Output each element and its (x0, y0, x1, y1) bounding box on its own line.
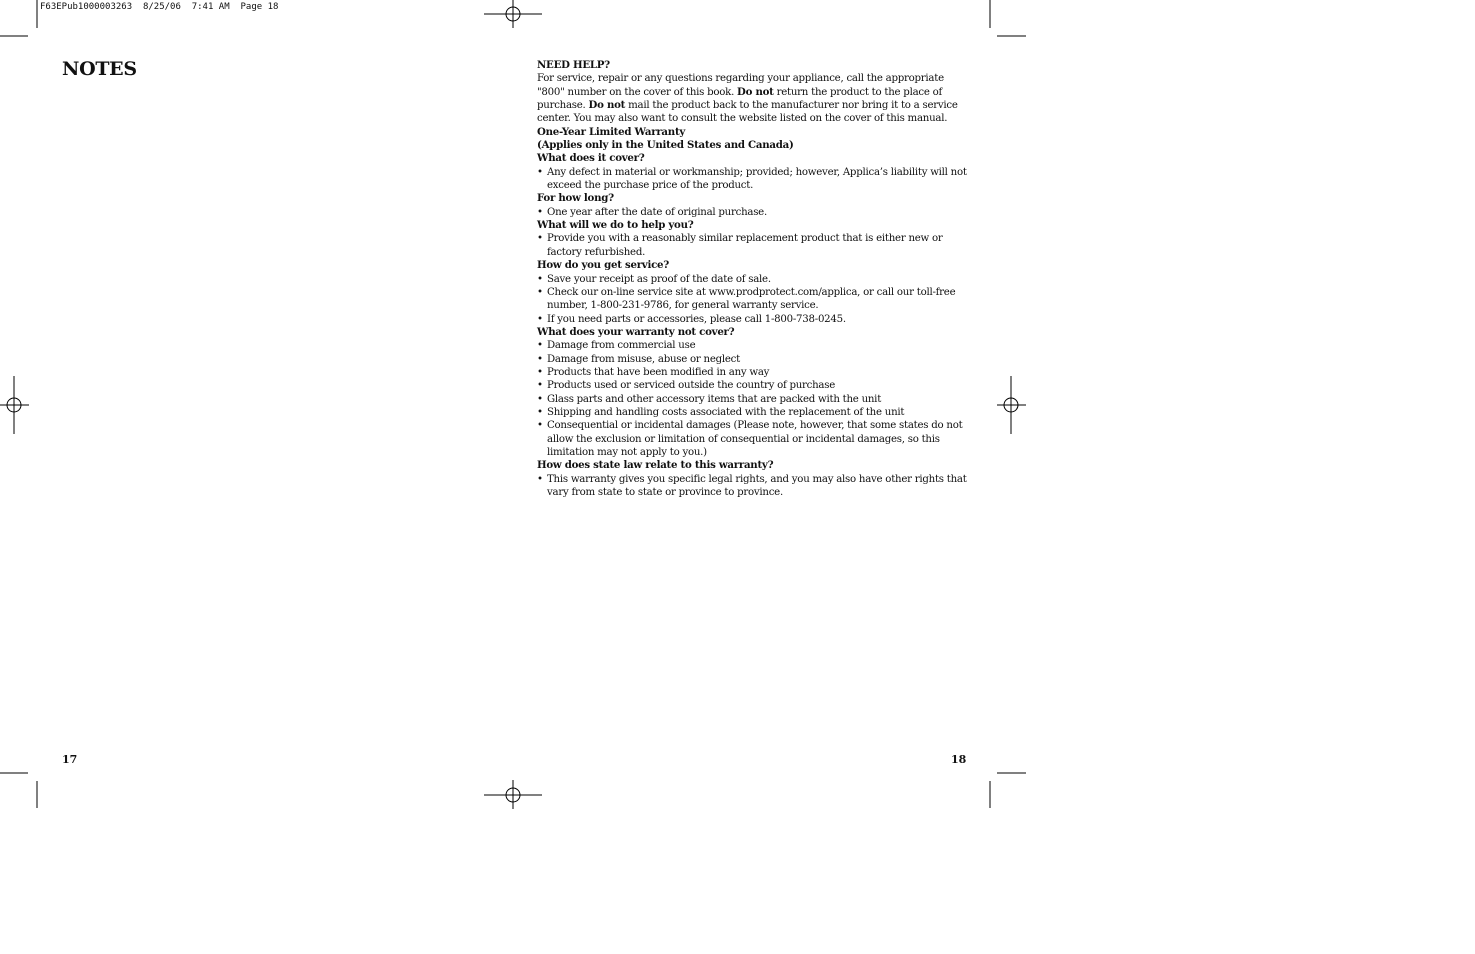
list-item: • Provide you with a reasonably similar replacement product that is either new or factory refurbished. (537, 233, 943, 258)
section-heading: How do you get service? (537, 259, 670, 272)
list-item: • One year after the date of original purchase. (537, 206, 767, 218)
page-number-left: 17 (62, 753, 78, 766)
section-heading: What will we do to help you? (537, 219, 694, 232)
need-help-paragraph (537, 72, 969, 125)
section-heading: What does your warranty not cover? (537, 325, 735, 338)
registration-mark-top (484, 0, 542, 28)
warranty-title: One-Year Limited Warranty (537, 125, 686, 138)
section-state-law (537, 459, 969, 499)
notes-title: NOTES (62, 58, 137, 80)
section-not-cover (537, 326, 969, 459)
list-item: • This warranty gives you specific legal rights, and you may also have other rights that vary from state to state or province to province. (537, 473, 967, 498)
need-help-bold-2: Do not (588, 99, 626, 112)
list-item: • Check our on-line service site at www.prodprotect.com/applica, or call our toll-free number, 1-800-231-9786, for general warranty service. (537, 286, 956, 312)
page-number-right: 18 (951, 753, 967, 766)
section-heading: What does it cover? (537, 152, 645, 165)
list-item: • Any defect in material or workmanship; provided; however, Applica’s liability will not exceed the purchase price of the product. (537, 166, 967, 192)
list-item: • Damage from commercial use (537, 340, 696, 352)
list-item: • Shipping and handling costs associated with the replacement of the unit (537, 406, 905, 418)
section-heading: How does state law relate to this warranty? (537, 459, 774, 472)
section-help (537, 219, 969, 259)
section-service (537, 259, 969, 326)
list-item: • Products used or serviced outside the country of purchase (537, 380, 836, 392)
need-help-heading: NEED HELP? (537, 59, 610, 71)
need-help-bold-1: Do not (737, 85, 774, 98)
list-item: • If you need parts or accessories, please call 1-800-738-0245. (537, 313, 846, 325)
print-slug: F63EPub1000003263 8/25/06 7:41 AM Page 18 (40, 2, 279, 12)
list-item: • Products that have been modified in any way (537, 366, 770, 378)
registration-mark-bottom (484, 780, 542, 809)
list-item: • Glass parts and other accessory items that are packed with the unit (537, 393, 882, 405)
need-help-text-1: For service, repair or any questions regarding your appliance, call the appropriate "800" number on the cover of this book. (537, 73, 944, 98)
list-item: • Save your receipt as proof of the date of sale. (537, 273, 771, 285)
warranty-subtitle: (Applies only in the United States and Canada) (537, 139, 794, 152)
need-help-text-3: mail the product back to the manufacturer nor bring it to a service center. You may also want to consult the website listed on the cover of this manual. (537, 100, 958, 125)
registration-mark-right (997, 376, 1026, 434)
section-cover (537, 152, 969, 192)
registration-mark-left (0, 376, 29, 434)
need-help-text-2: return the product to the place of purchase. (537, 86, 943, 112)
list-item: • Damage from misuse, abuse or neglect (537, 353, 740, 365)
section-how-long (537, 192, 969, 219)
warranty-column (537, 59, 969, 499)
section-heading: For how long? (537, 192, 614, 205)
list-item: • Consequential or incidental damages (Please note, however, that some states do not allow the exclusion or limitation of consequential or incidental damages, so this limitation may not apply to you.) (537, 420, 963, 458)
